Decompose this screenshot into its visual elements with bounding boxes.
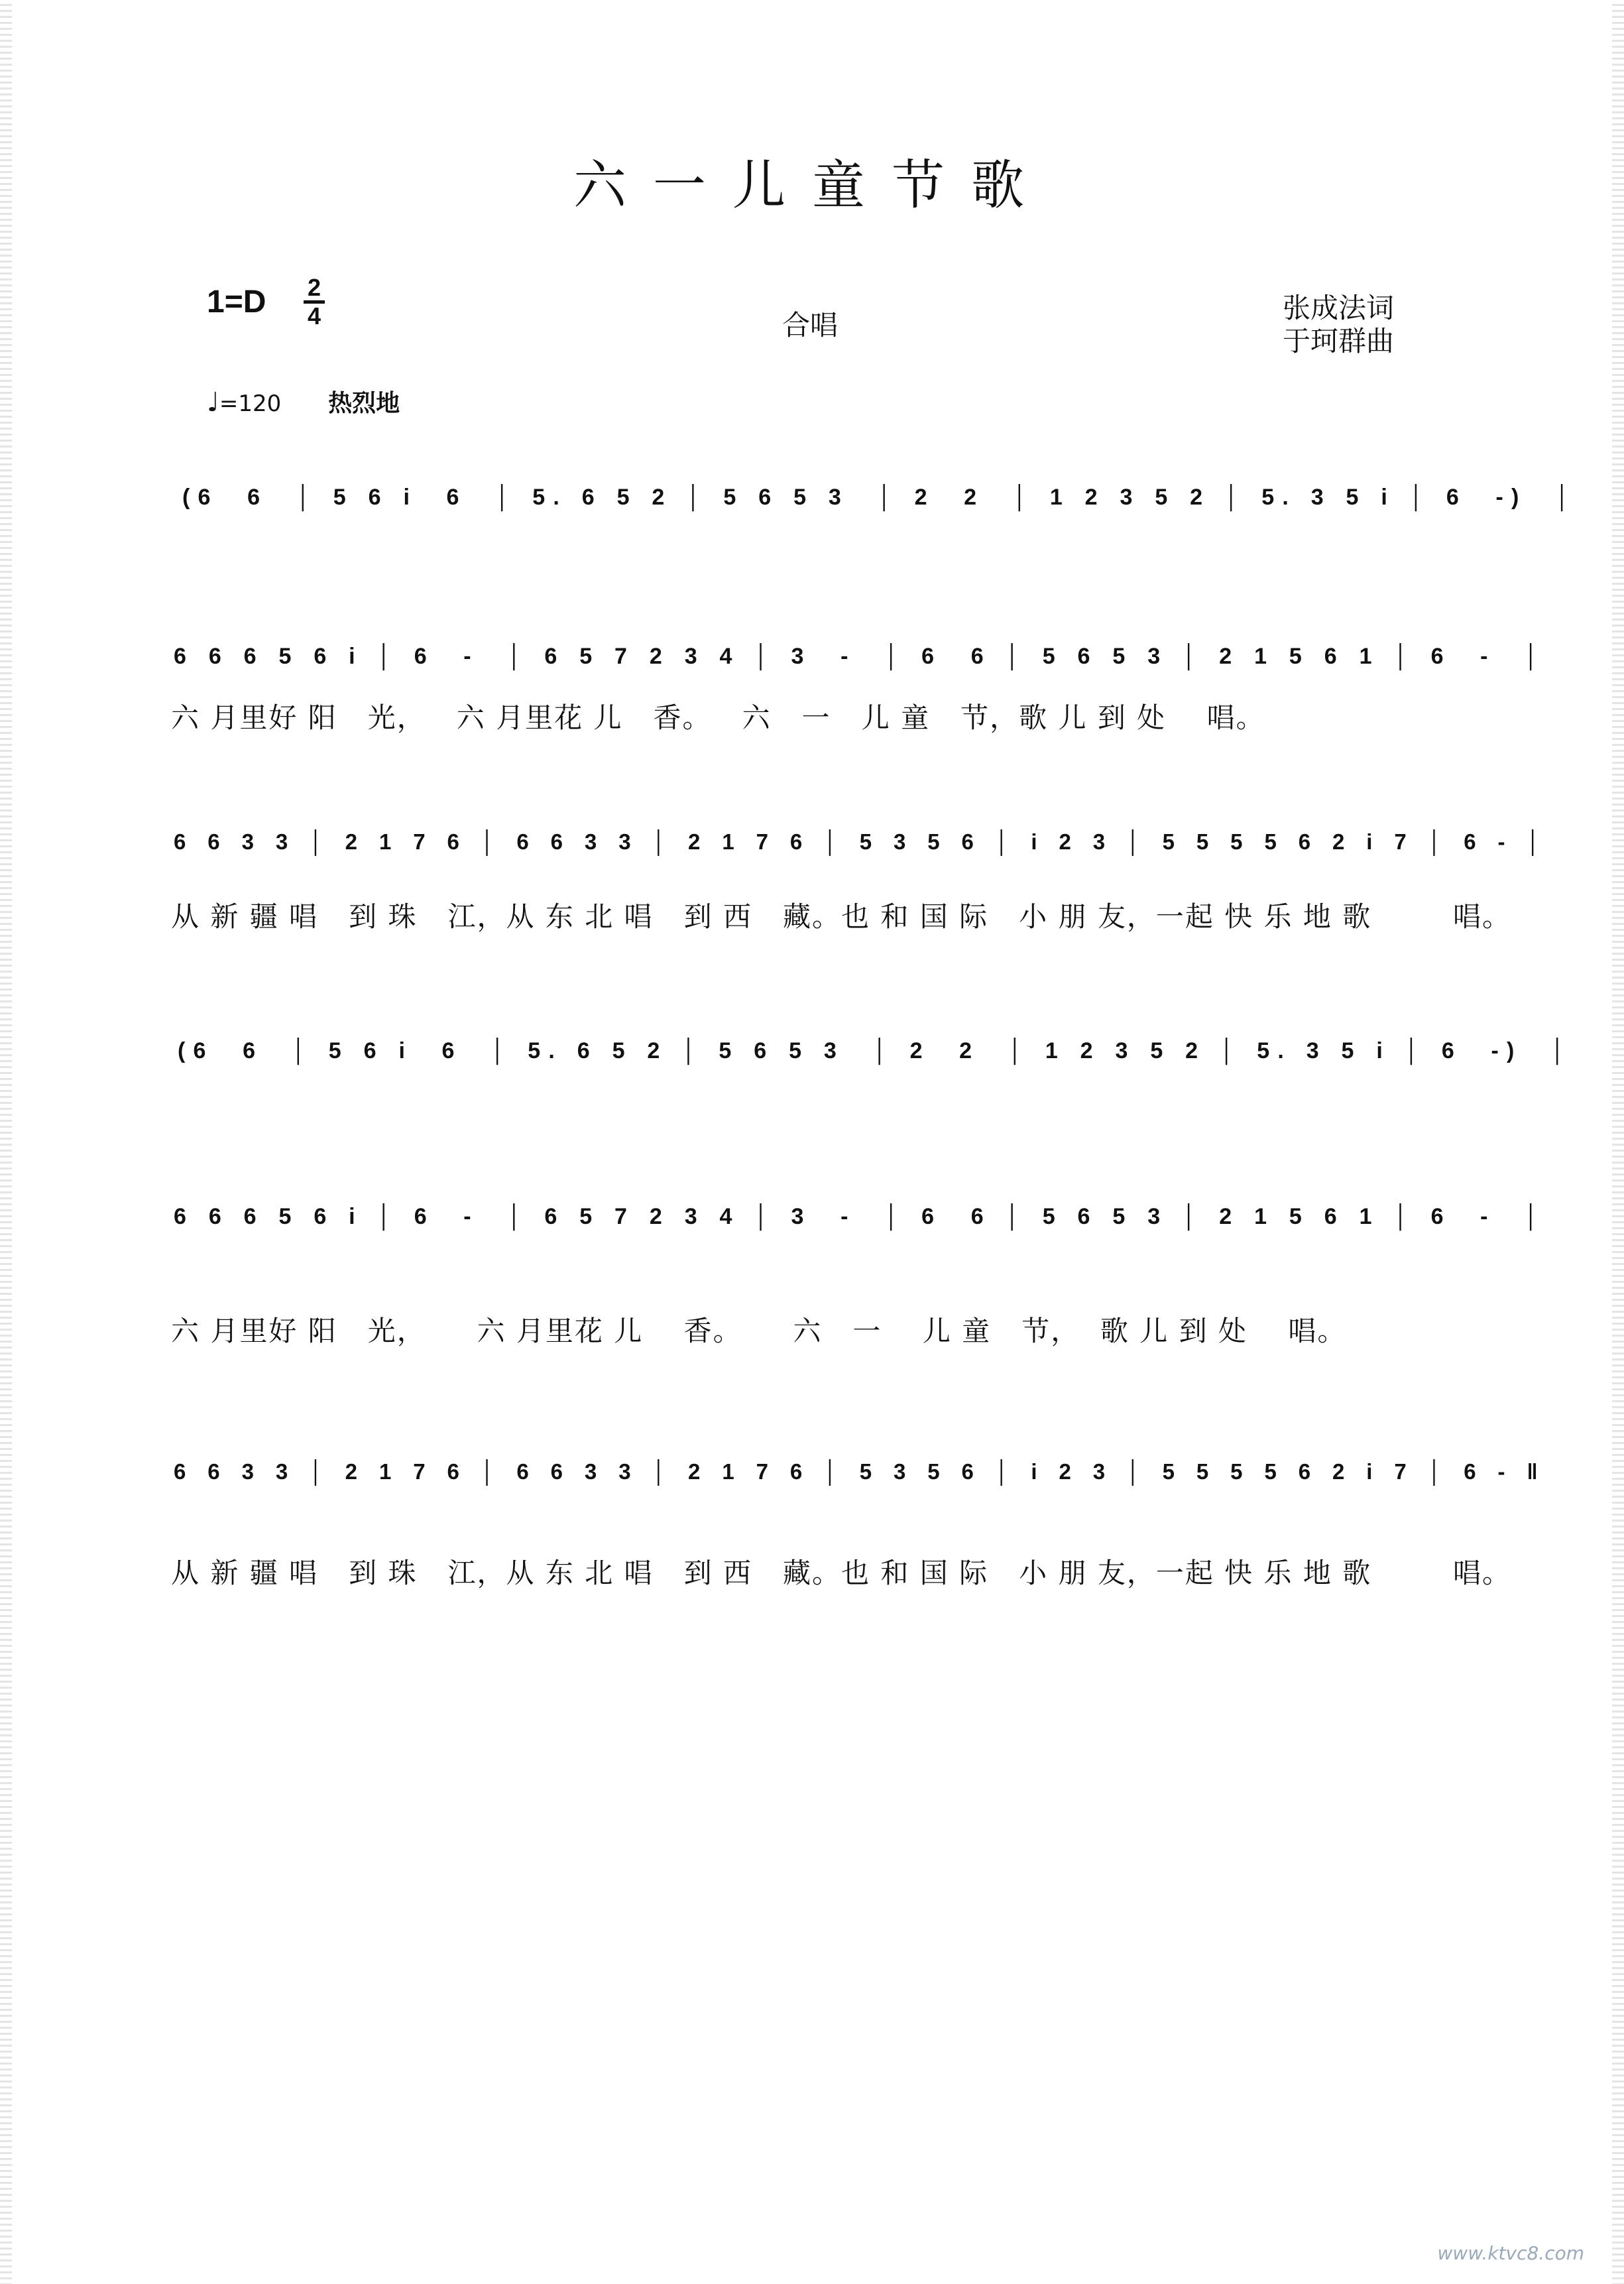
quarter-note-icon: ♩ (207, 387, 219, 418)
key-label: 1=D (207, 284, 266, 320)
time-signature (301, 276, 327, 328)
time-top: 2 (307, 274, 321, 301)
score-row-4 (0, 1024, 1624, 1130)
tempo-bpm: =120 (219, 391, 282, 417)
score-row-5 (0, 1190, 1624, 1347)
lyric-line: 六 月里好 阳 光， 六 月里花 儿 香。 六 一 儿 童 节， 歌 儿 到 处 唱。 (171, 1315, 1347, 1347)
page-edge-right (1612, 0, 1624, 2284)
watermark: www.ktvc8.com (1437, 2242, 1584, 2264)
genre-label: 合唱 (782, 309, 839, 341)
lyric-line: 从 新 疆 唱 到 珠 江，从 东 北 唱 到 西 藏。也 和 国 际 小 朋 友，一起 快 乐 地 歌 唱。 (171, 1557, 1512, 1589)
tempo-mood: 热烈地 (328, 390, 400, 417)
score-row-3 (0, 815, 1624, 933)
notation-line: (6 6 │ 5 6 i 6 │ 5. 6 5 2 │ 5 6 5 3 │ 2 2 │ 1 2 3 5 2 │ 5. 3 5 i │ 6 -) │ (178, 1038, 1574, 1063)
composer: 于珂群曲 (1283, 325, 1395, 357)
key-signature (207, 274, 321, 330)
tempo-marking (207, 385, 400, 418)
lyricist: 张成法词 (1283, 292, 1395, 324)
notation-line: (6 6 │ 5 6 i 6 │ 5. 6 5 2 │ 5 6 5 3 │ 2 2 │ 1 2 3 5 2 │ 5. 3 5 i │ 6 -) │ (182, 485, 1578, 510)
time-bottom: 4 (307, 302, 321, 330)
credits (1283, 292, 1394, 358)
page-edge-left (0, 0, 12, 2284)
notation-line: 6 6 3 3 │ 2 1 7 6 │ 6 6 3 3 │ 2 1 7 6 │ 5 3 5 6 │ i 2 3 │ 5 5 5 5 6 2 i 7 │ 6 - │ (174, 829, 1548, 854)
notation-line: 6 6 6 5 6 i │ 6 - │ 6 5 7 2 3 4 │ 3 - │ 6 6 │ 5 6 5 3 │ 2 1 5 6 1 │ 6 - │ (174, 644, 1547, 669)
score-row-1 (0, 471, 1624, 577)
lyric-line: 从 新 疆 唱 到 珠 江，从 东 北 唱 到 西 藏。也 和 国 际 小 朋 友，一起 快 乐 地 歌 唱。 (171, 900, 1512, 933)
score-row-6 (0, 1445, 1624, 1589)
song-title: 六一儿童节歌 (573, 154, 1051, 216)
lyric-line: 六 月里好 阳 光， 六 月里花 儿 香。 六 一 儿 童 节，歌 儿 到 处 唱。 (171, 701, 1265, 734)
notation-line: 6 6 6 5 6 i │ 6 - │ 6 5 7 2 3 4 │ 3 - │ 6 6 │ 5 6 5 3 │ 2 1 5 6 1 │ 6 - │ (174, 1204, 1547, 1229)
score-row-2 (0, 630, 1624, 736)
notation-line: 6 6 3 3 │ 2 1 7 6 │ 6 6 3 3 │ 2 1 7 6 │ 5 3 5 6 │ i 2 3 │ 5 5 5 5 6 2 i 7 │ 6 - ‖ (174, 1459, 1546, 1484)
